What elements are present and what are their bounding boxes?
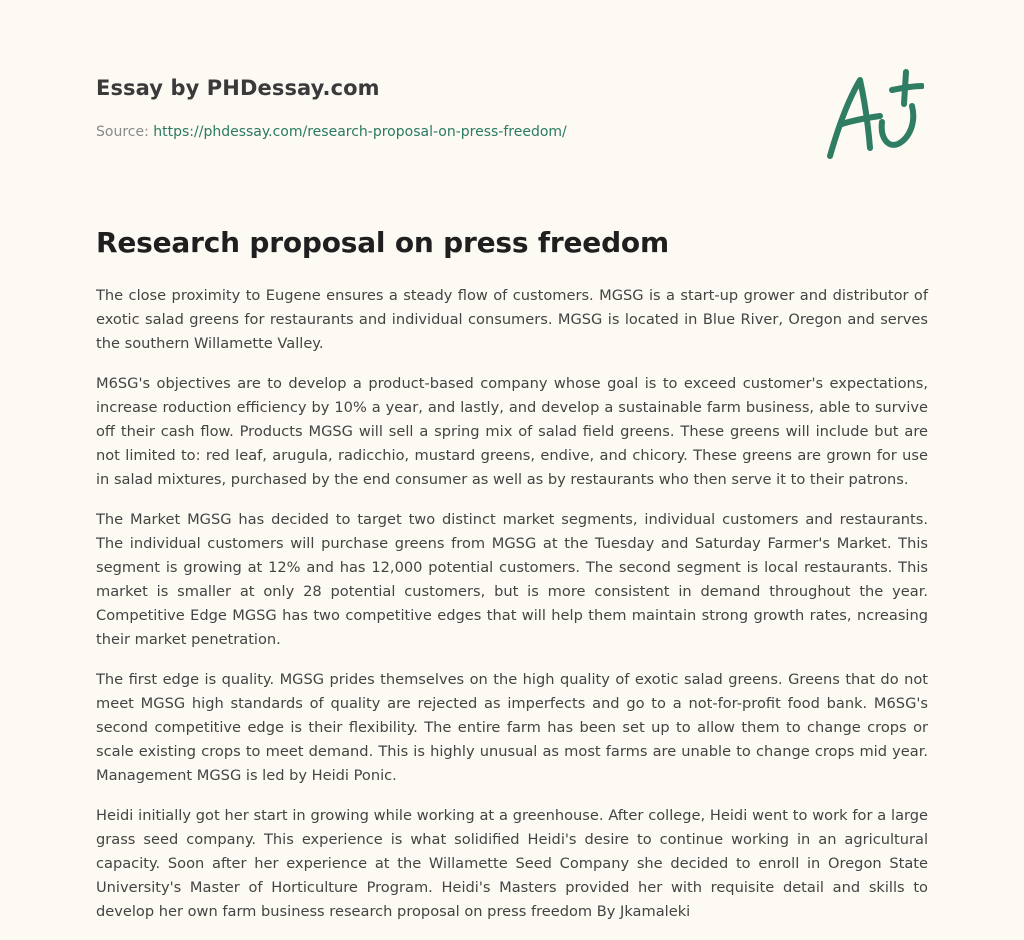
source-line bbox=[96, 124, 567, 140]
essay-paragraph: Heidi initially got her start in growing while working at a greenhouse. After college, Heidi went to work for a large grass seed company. This experience is what solidified Heidi's desire to continue working in an agricultural capacity. Soon after her experience at the Willamette Seed Company she decided to enroll in Oregon State University's Master of Horticulture Program. Heidi's Masters provided her with requisite detail and skills to develop her own farm business research proposal on press freedom By Jkamaleki bbox=[96, 807, 928, 920]
essay-paragraph: The first edge is quality. MGSG prides themselves on the high quality of exotic salad greens. Greens that do not meet MGSG high standards of quality are rejected as imperfects and go to a not-for-profit food bank. M6SG's second competitive edge is their flexibility. The entire farm has been set up to allow them to change crops or scale existing crops to meet demand. This is highly unusual as most farms are unable to change crops mid year. Management MGSG is led by Heidi Ponic. bbox=[96, 671, 928, 784]
essay-title: Research proposal on press freedom bbox=[96, 226, 669, 259]
essay-paragraph: The Market MGSG has decided to target two distinct market segments, individual customers and restaurants. The individual customers will purchase greens from MGSG at the Tuesday and Saturday Farmer's Market. This segment is growing at 12% and has 12,000 potential customers. The second segment is local restaurants. This market is smaller at only 28 potential customers, but is more consistent in demand throughout the year. Competitive Edge MGSG has two competitive edges that will help them maintain strong growth rates, ncreasing their market penetration. bbox=[96, 511, 928, 648]
essay-page bbox=[96, 0, 928, 920]
site-title: Essay by PHDessay.com bbox=[96, 76, 380, 100]
source-link[interactable]: https://phdessay.com/research-proposal-on-press-freedom/ bbox=[153, 124, 567, 140]
essay-paragraph: The close proximity to Eugene ensures a steady flow of customers. MGSG is a start-up grower and distributor of exotic salad greens for restaurants and individual consumers. MGSG is located in Blue River, Oregon and serves the southern Willamette Valley. bbox=[96, 287, 928, 352]
a-plus-logo-icon bbox=[824, 68, 924, 164]
essay-paragraph: M6SG's objectives are to develop a product-based company whose goal is to exceed customer's expectations, increase roduction efficiency by 10% a year, and lastly, and develop a sustainable farm business, able to survive off their cash flow. Products MGSG will sell a spring mix of salad field greens. These greens will include but are not limited to: red leaf, arugula, radicchio, mustard greens, endive, and chicory. These greens are grown for use in salad mixtures, purchased by the end consumer as well as by restaurants who then serve it to their patrons. bbox=[96, 375, 928, 488]
essay-body bbox=[96, 284, 928, 940]
page-header bbox=[96, 0, 928, 200]
source-label: Source: bbox=[96, 124, 154, 140]
